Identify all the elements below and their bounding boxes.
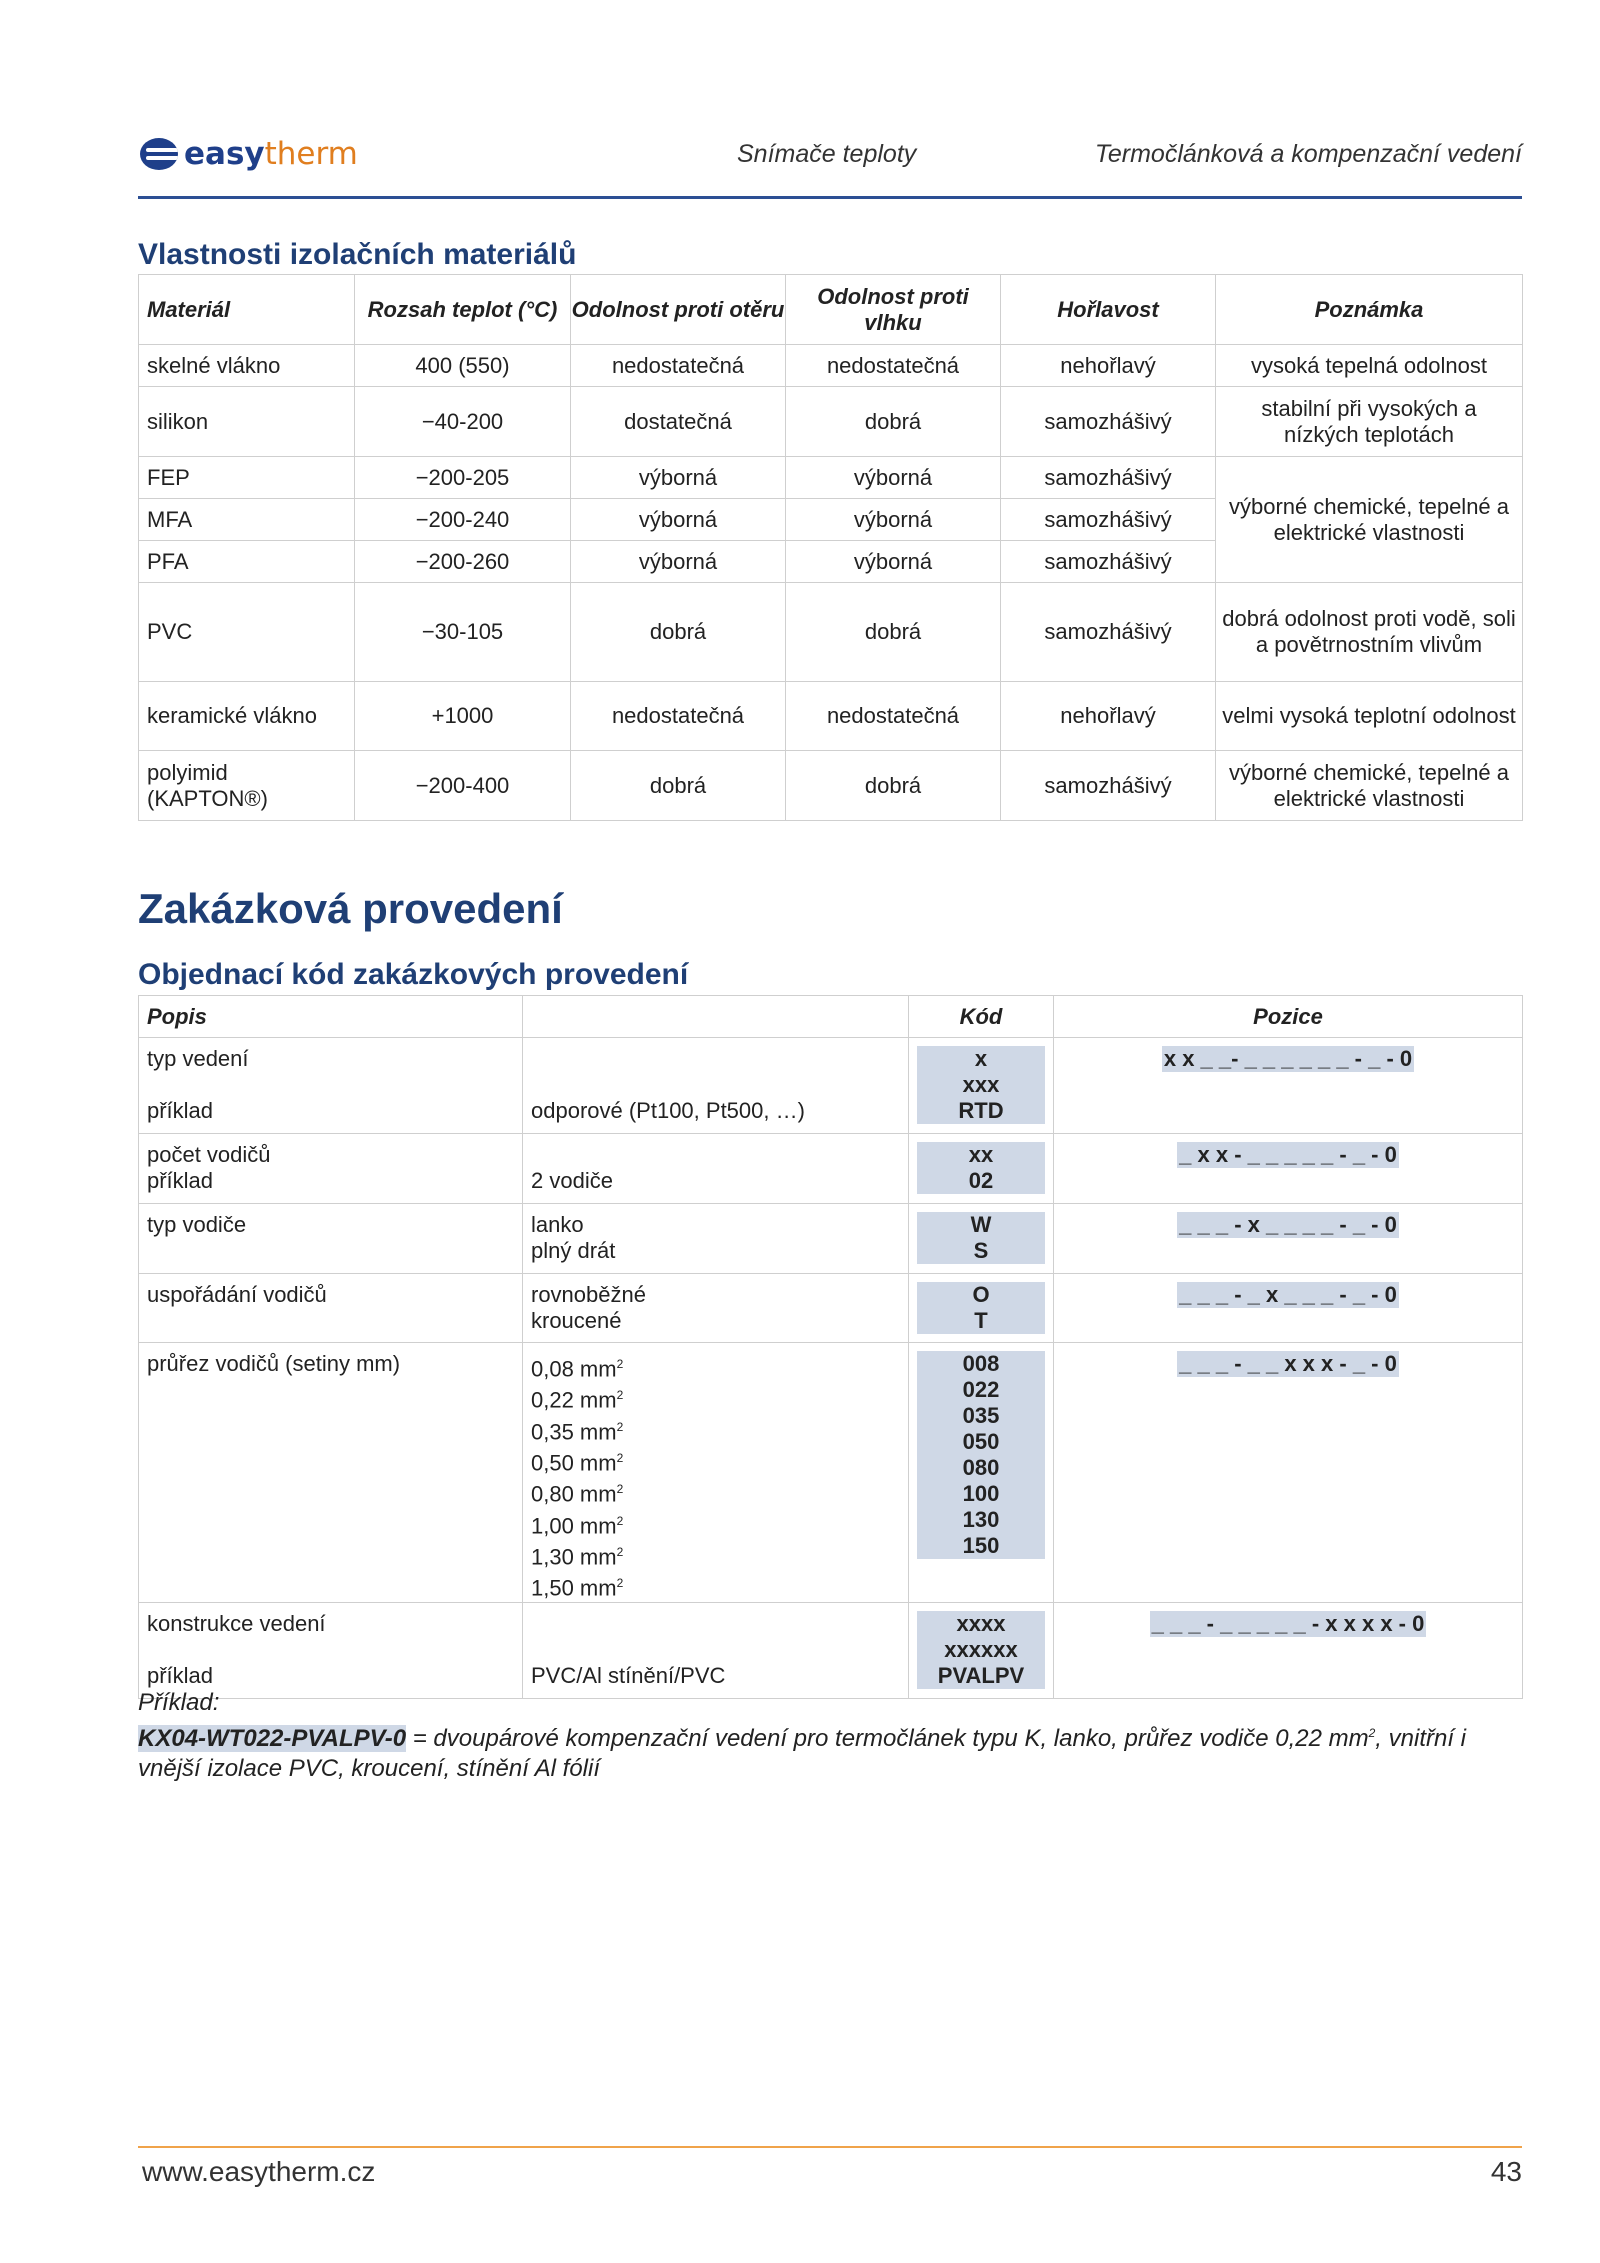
table-cell: výborná [571,457,786,499]
desc-line: 0,35 $mm^2$ [531,1418,624,1444]
code-cell [909,1134,1054,1204]
popis-cell [139,1038,523,1134]
superscript: 2 [616,1576,624,1591]
table-cell: nedostatečná [786,682,1001,751]
table-row [139,1134,1523,1204]
position-pattern: _ x x - _ _ _ _ _ - _ - 0 [1179,1142,1397,1167]
position-pattern: _ _ _ - _ x _ _ _ - _ - 0 [1179,1282,1397,1307]
popis-line [147,1072,514,1098]
table-cell: stabilní při vysokých a nízkých teplotách [1216,387,1523,457]
code-line: 022 [962,1377,1000,1402]
order-code-table [138,995,1523,1699]
desc-line: 1,50 $mm^2$ [531,1575,624,1601]
position-cell [1054,1602,1523,1698]
table-cell: nehořlavý [1001,345,1216,387]
logo-text-b: therm [264,136,358,172]
desc-cell [523,1204,909,1274]
position-pattern: x x _ _- _ _ _ _ _ _ - _ - 0 [1163,1046,1413,1071]
popis-line: typ vodiče [147,1212,247,1237]
section-title-materials: Vlastnosti izolačních materiálů [138,238,577,271]
desc-line: rovnoběžné [531,1282,646,1307]
code-cell [909,1274,1054,1343]
header-subtitle: Termočlánková a kompenzační vedení [1094,140,1522,168]
column-header: Popis [139,996,523,1038]
popis-cell [139,1343,523,1603]
popis-line: typ vedení [147,1046,249,1071]
code-lines [917,1282,1045,1334]
table-cell: výborná [571,541,786,583]
popis-line [147,1637,514,1663]
popis-lines [147,1351,514,1377]
table-cell: samozhášivý [1001,751,1216,821]
table-cell: −40-200 [355,387,571,457]
table-cell: MFA [139,499,355,541]
table-cell: výborné chemické, tepelné a elektrické vlastnosti [1216,457,1523,583]
table-cell: +1000 [355,682,571,751]
desc-line: 2 vodiče [531,1168,613,1193]
desc-lines [531,1142,900,1194]
table-cell: 400 (550) [355,345,571,387]
popis-line: průřez vodičů (setiny mm) [147,1351,401,1376]
code-cell [909,1343,1054,1603]
table-cell: samozhášivý [1001,583,1216,682]
superscript: 2 [616,1419,624,1434]
example-sup: 2 [1368,1726,1376,1740]
code-line: 035 [962,1403,1000,1428]
popis-cell [139,1134,523,1204]
table-cell: keramické vlákno [139,682,355,751]
superscript: 2 [616,1482,624,1497]
column-header: Materiál [139,275,355,345]
popis-line: příklad [147,1662,214,1688]
desc-lines [531,1212,900,1264]
footer-divider [138,2146,1522,2148]
example-code: KX04-WT022-PVALPV-0 [138,1725,407,1752]
table-row [139,1343,1523,1603]
desc-cell [523,1343,909,1603]
table-cell: PVC [139,583,355,682]
column-header: Poznámka [1216,275,1523,345]
desc-line: 1,30 $mm^2$ [531,1544,624,1570]
table-row [139,751,1523,821]
header-title: Snímače teploty [737,140,917,168]
column-header: Odolnost proti otěru [571,275,786,345]
popis-lines [147,1046,514,1124]
desc-lines [531,1046,900,1124]
table-cell: samozhášivý [1001,499,1216,541]
table-cell: výborné chemické, tepelné a elektrické vlastnosti [1216,751,1523,821]
code-cell [909,1038,1054,1134]
desc-line [531,1046,900,1072]
table-row [139,1274,1523,1343]
code-line: xxx [962,1072,1000,1097]
table-cell: dobrá [786,387,1001,457]
desc-cell [523,1134,909,1204]
table-cell: nehořlavý [1001,682,1216,751]
desc-line: 0,50 $mm^2$ [531,1450,624,1476]
header-divider [138,196,1522,199]
table-row [139,387,1523,457]
table-cell: silikon [139,387,355,457]
code-cell [909,1204,1054,1274]
table-cell: samozhášivý [1001,457,1216,499]
code-lines [917,1351,1045,1559]
popis-line: počet vodičů [147,1142,271,1167]
desc-cell [523,1038,909,1134]
code-lines [917,1142,1045,1194]
table-cell: výborná [786,541,1001,583]
code-line: xxxx [956,1610,1006,1636]
table-cell: dobrá [786,583,1001,682]
table-cell: −200-400 [355,751,571,821]
table-cell: vysoká tepelná odolnost [1216,345,1523,387]
table-cell: nedostatečná [571,682,786,751]
example-text: = dvoupárové kompenzační vedení pro termočlánek typu K, lanko, průřez vodiče 0,22 mm [406,1725,1369,1752]
column-header: Pozice [1054,996,1523,1038]
superscript: 2 [616,1357,624,1371]
desc-cell [523,1274,909,1343]
table-cell: nedostatečná [571,345,786,387]
table-row [139,583,1523,682]
code-line: RTD [958,1098,1004,1123]
desc-line: plný drát [531,1238,616,1263]
table-cell: −200-260 [355,541,571,583]
desc-line: lanko [531,1212,584,1237]
popis-cell [139,1204,523,1274]
table-cell: polyimid (KAPTON®) [139,751,355,821]
table-row [139,1602,1523,1698]
footer-url[interactable]: www.easytherm.cz [142,2156,376,2187]
table-cell: výborná [786,499,1001,541]
code-line: PVALPV [937,1662,1025,1688]
desc-line [531,1611,900,1637]
superscript: 2 [616,1450,624,1465]
position-cell [1054,1343,1523,1603]
table-cell: výborná [571,499,786,541]
code-line: 080 [962,1455,1000,1480]
materials-table [138,274,1523,821]
popis-line: příklad [147,1168,214,1193]
table-cell: nedostatečná [786,345,1001,387]
desc-line [531,1072,900,1098]
code-line: 130 [962,1507,1000,1532]
desc-cell [523,1602,909,1698]
code-lines [917,1046,1045,1124]
table-cell: FEP [139,457,355,499]
code-line: O [972,1282,990,1307]
table-cell: velmi vysoká teplotní odolnost [1216,682,1523,751]
popis-line: příklad [147,1098,214,1123]
table-row [139,1038,1523,1134]
column-header: Kód [909,996,1054,1038]
column-header: Rozsah teplot (°C) [355,275,571,345]
column-header [523,996,909,1038]
code-line: xx [968,1142,994,1167]
desc-line: 1,00 $mm^2$ [531,1512,624,1538]
position-pattern: _ _ _ - _ _ x x x - _ - 0 [1179,1351,1397,1376]
desc-lines [531,1351,900,1602]
example-block [138,1688,1522,1784]
popis-lines [147,1282,514,1308]
table-row [139,1204,1523,1274]
desc-line [531,1637,900,1663]
table-cell: dobrá [571,751,786,821]
table-cell: skelné vlákno [139,345,355,387]
table-cell: −30-105 [355,583,571,682]
position-cell [1054,1204,1523,1274]
table-cell: PFA [139,541,355,583]
desc-line: 0,08 $mm^2$ [531,1356,624,1382]
table-row [139,682,1523,751]
position-cell [1054,1274,1523,1343]
code-line: 150 [962,1533,1000,1558]
table-cell: dobrá odolnost proti vodě, soli a povětrnostním vlivům [1216,583,1523,682]
desc-line: kroucené [531,1308,622,1333]
code-line: 050 [962,1429,1000,1454]
order-code-title: Objednací kód zakázkových provedení [138,958,689,991]
popis-line: uspořádání vodičů [147,1282,327,1307]
superscript: 2 [616,1513,624,1528]
table-cell: dostatečná [571,387,786,457]
code-line: 02 [968,1168,994,1193]
column-header: Hořlavost [1001,275,1216,345]
table-row [139,457,1523,499]
code-line: x [974,1046,988,1071]
table-cell: samozhášivý [1001,387,1216,457]
code-line: W [970,1212,992,1237]
popis-lines [147,1611,514,1689]
superscript: 2 [616,1388,624,1403]
code-lines [917,1212,1045,1264]
desc-line: PVC/Al stínění/PVC [531,1662,726,1688]
code-line: 008 [962,1351,1000,1376]
table-row [139,345,1523,387]
table-cell: −200-240 [355,499,571,541]
position-cell [1054,1134,1523,1204]
table-cell: dobrá [786,751,1001,821]
example-text-2: , vnitřní i vnější izolace PVC, kroucení, stínění Al fólií [138,1725,1466,1782]
desc-line: 0,22 $mm^2$ [531,1387,624,1413]
desc-line: odporové (Pt100, Pt500, …) [531,1098,805,1123]
section-title-custom: Zakázková provedení [138,885,563,932]
position-pattern: _ _ _ - x _ _ _ _ - _ - 0 [1179,1212,1397,1237]
example-label: Příklad: [138,1689,220,1716]
desc-lines [531,1282,900,1334]
easytherm-logo [140,136,358,172]
desc-lines [531,1611,900,1689]
code-line: xxxxxx [944,1636,1018,1662]
popis-lines [147,1212,514,1238]
table-cell: samozhášivý [1001,541,1216,583]
popis-line: konstrukce vedení [147,1610,326,1636]
code-line: S [973,1238,989,1263]
popis-lines [147,1142,514,1194]
logo-icon [140,138,178,170]
code-line: 100 [962,1481,1000,1506]
column-header: Odolnost proti vlhku [786,275,1001,345]
popis-cell [139,1602,523,1698]
popis-cell [139,1274,523,1343]
position-cell [1054,1038,1523,1134]
position-pattern: _ _ _ - _ _ _ _ _ - x x x x - 0 [1151,1610,1425,1636]
superscript: 2 [616,1544,624,1559]
table-cell: výborná [786,457,1001,499]
table-cell: dobrá [571,583,786,682]
desc-line: 0,80 $mm^2$ [531,1481,624,1507]
logo-text-a: easy [184,136,265,172]
page-number: 43 [1490,2156,1522,2187]
code-cell [909,1602,1054,1698]
table-cell: −200-205 [355,457,571,499]
code-line: T [974,1308,988,1333]
code-lines [917,1611,1045,1689]
desc-line [531,1142,900,1168]
